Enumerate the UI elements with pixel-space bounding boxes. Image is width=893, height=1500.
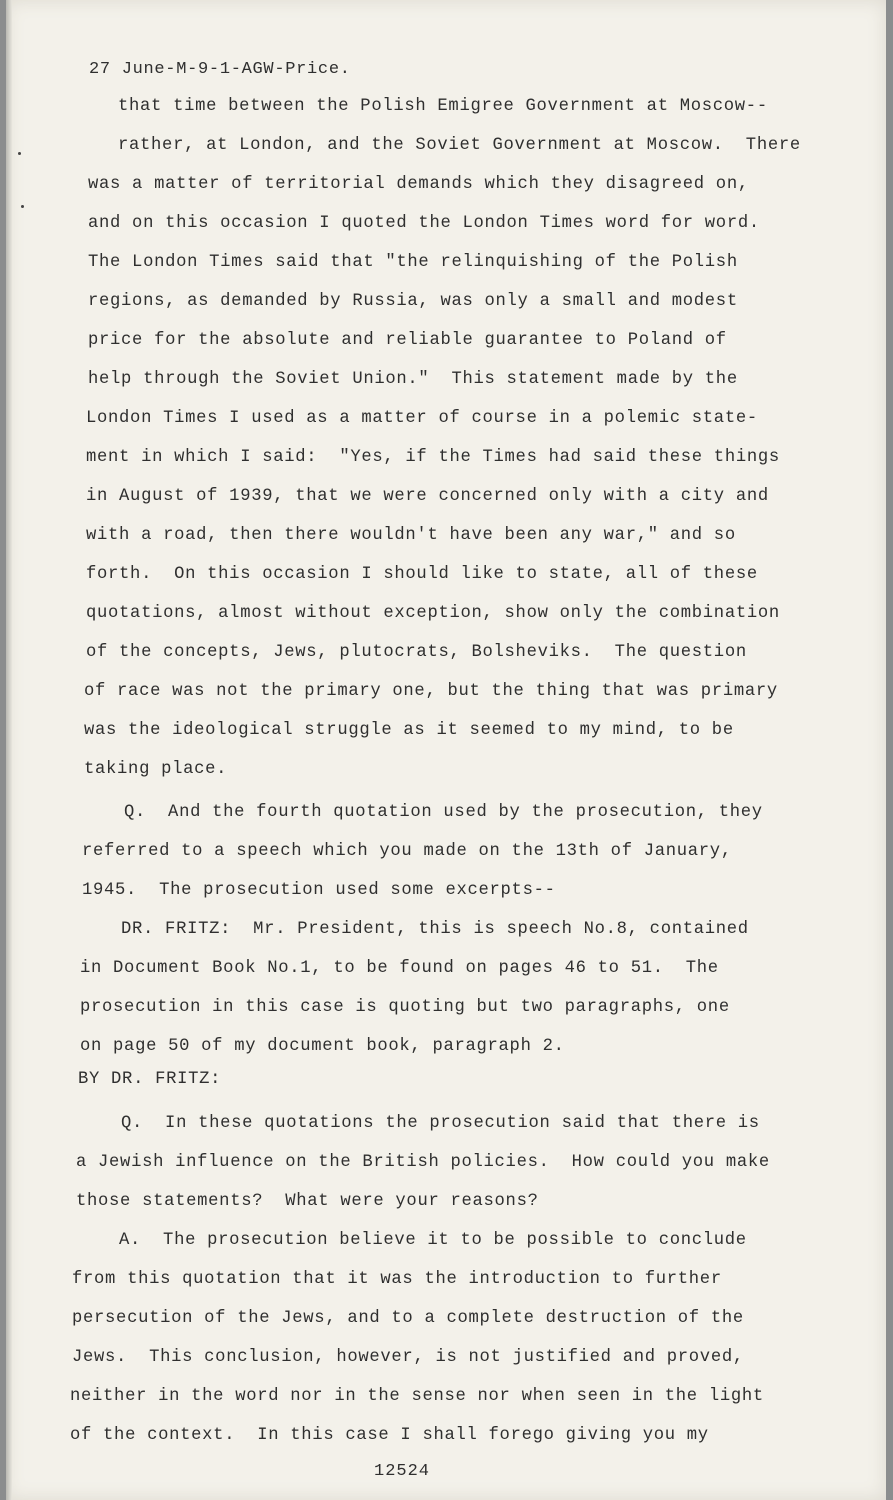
text-line: 1945. The prosecution used some excerpts--: [82, 881, 556, 900]
text-line: ment in which I said: "Yes, if the Times had said these things: [86, 448, 780, 467]
speaker-line: DR. FRITZ: Mr. President, this is speech No.8, contained: [121, 920, 749, 939]
text-line: taking place.: [84, 760, 228, 779]
text-line: from this quotation that it was the introduction to further: [72, 1270, 722, 1289]
margin-mark: [18, 152, 21, 155]
text-line: neither in the word nor in the sense nor when seen in the light: [70, 1387, 764, 1406]
text-line: The London Times said that "the relinquishing of the Polish: [88, 253, 738, 272]
text-line: prosecution in this case is quoting but two paragraphs, one: [80, 998, 730, 1017]
answer-line: A. The prosecution believe it to be possible to conclude: [119, 1231, 747, 1250]
text-line: forth. On this occasion I should like to state, all of these: [86, 565, 758, 584]
document-page: [6, 0, 886, 1500]
question-line: Q. In these quotations the prosecution said that there is: [121, 1114, 760, 1133]
margin-mark: [21, 205, 24, 208]
text-line: referred to a speech which you made on the 13th of January,: [82, 842, 732, 861]
text-line: of race was not the primary one, but the thing that was primary: [84, 682, 778, 701]
text-line: on page 50 of my document book, paragraph 2.: [80, 1037, 565, 1056]
text-line: London Times I used as a matter of course in a polemic state-: [86, 409, 758, 428]
text-line: of the concepts, Jews, plutocrats, Bolsheviks. The question: [86, 643, 747, 662]
text-line: price for the absolute and reliable guarantee to Poland of: [88, 331, 727, 350]
text-line: help through the Soviet Union." This statement made by the: [88, 370, 738, 389]
text-line: that time between the Polish Emigree Government at Moscow--: [118, 97, 768, 116]
page-left-edge: [6, 0, 12, 1500]
examiner-heading: BY DR. FRITZ:: [78, 1070, 222, 1089]
text-line: with a road, then there wouldn't have been any war," and so: [86, 526, 736, 545]
text-line: of the context. In this case I shall forego giving you my: [70, 1426, 709, 1445]
text-line: quotations, almost without exception, show only the combination: [86, 604, 780, 623]
question-line: Q. And the fourth quotation used by the prosecution, they: [124, 803, 763, 822]
page-header: 27 June-M-9-1-AGW-Price.: [89, 60, 351, 79]
text-line: and on this occasion I quoted the London Times word for word.: [88, 214, 760, 233]
text-line: in August of 1939, that we were concerned only with a city and: [86, 487, 769, 506]
text-line: rather, at London, and the Soviet Government at Moscow. There: [118, 136, 801, 155]
text-line: those statements? What were your reasons?: [76, 1192, 539, 1211]
text-line: Jews. This conclusion, however, is not justified and proved,: [72, 1348, 744, 1367]
text-line: in Document Book No.1, to be found on pages 46 to 51. The: [80, 959, 719, 978]
page-number: 12524: [374, 1462, 431, 1481]
text-line: a Jewish influence on the British policies. How could you make: [76, 1153, 770, 1172]
text-line: regions, as demanded by Russia, was only a small and modest: [88, 292, 738, 311]
text-line: was a matter of territorial demands which they disagreed on,: [88, 175, 749, 194]
text-line: persecution of the Jews, and to a complete destruction of the: [72, 1309, 744, 1328]
text-line: was the ideological struggle as it seemed to my mind, to be: [84, 721, 734, 740]
